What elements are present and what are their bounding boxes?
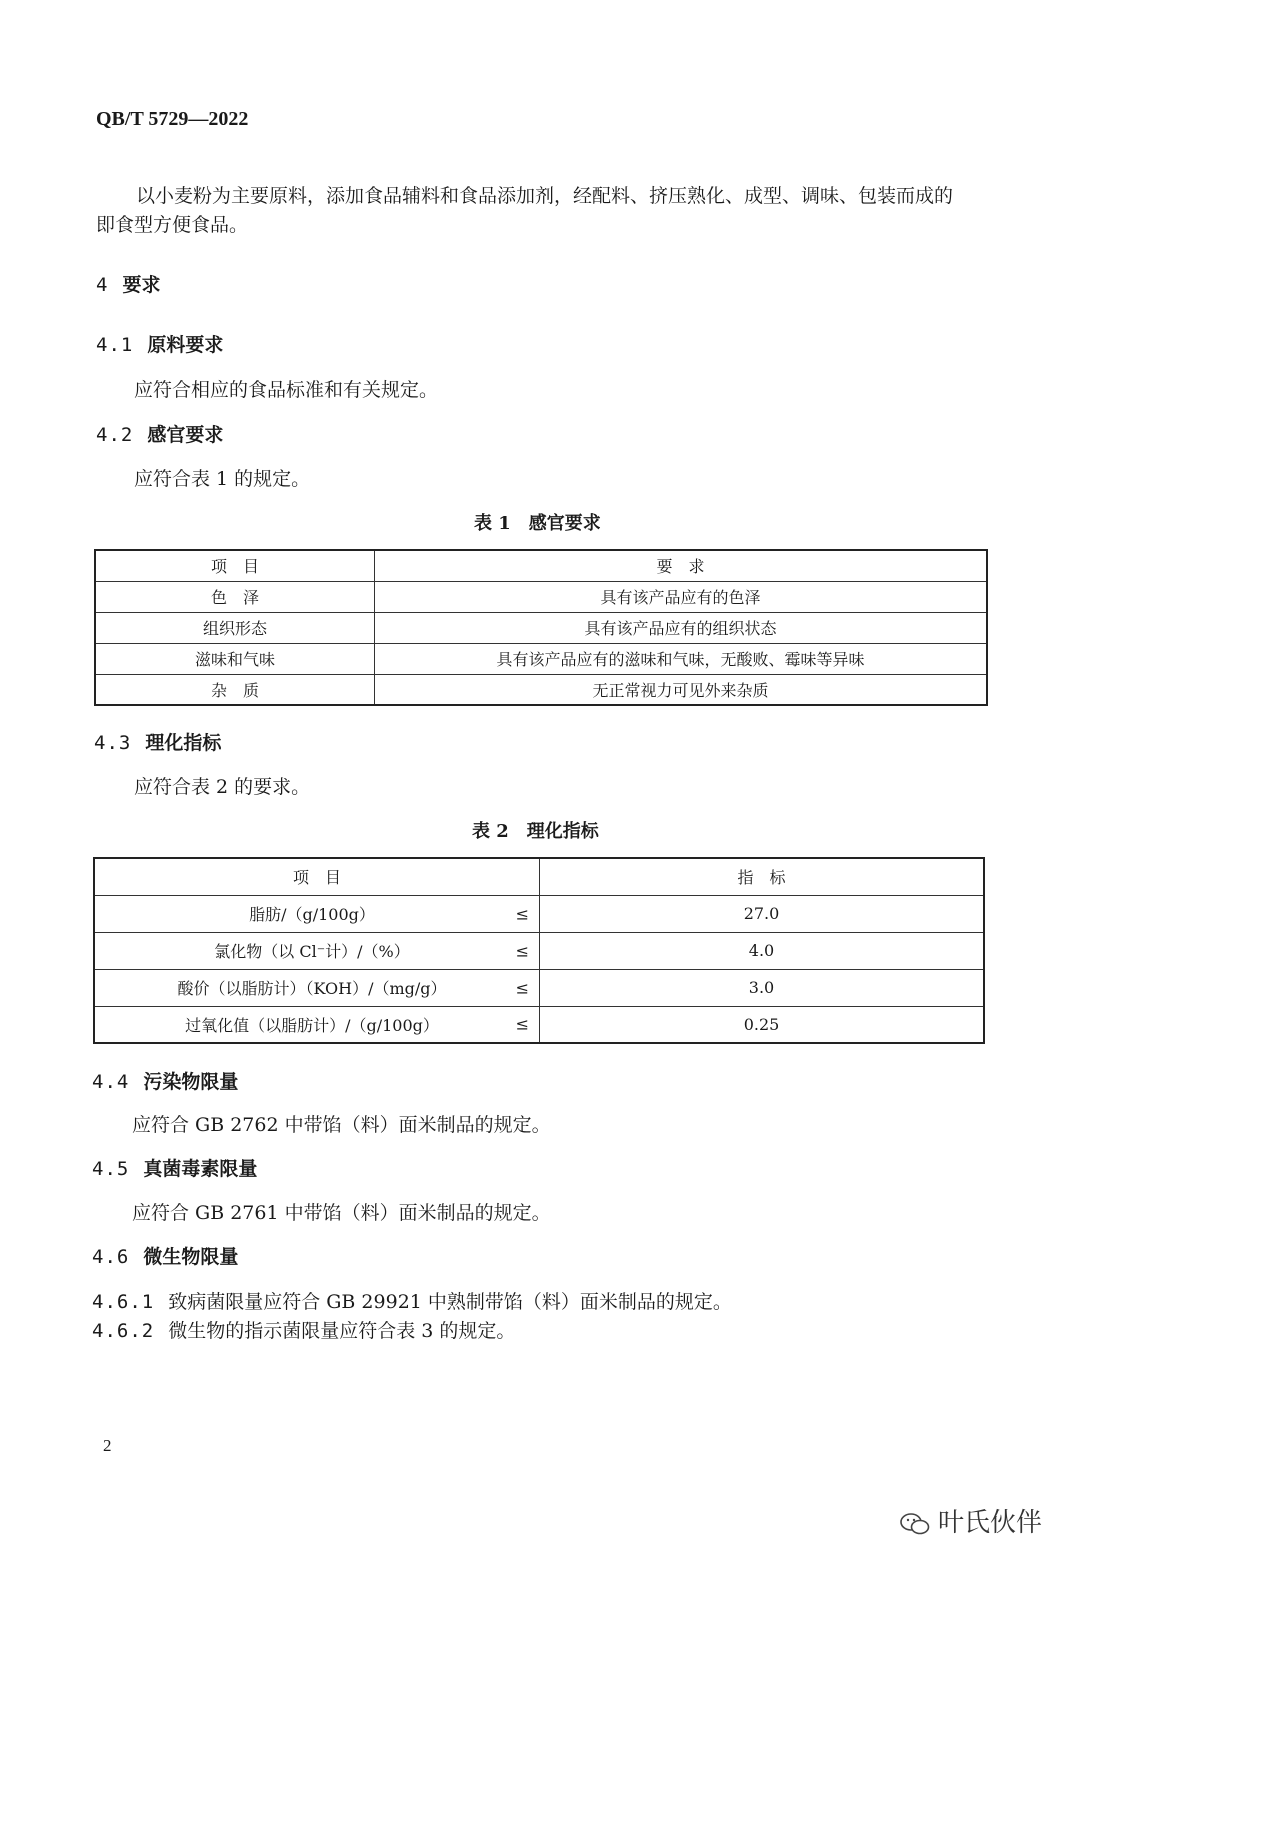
clause-number: 4.6.2 (92, 1320, 155, 1342)
section-title: 原料要求 (147, 334, 224, 356)
table-cell: 具有该产品应有的滋味和气味，无酸败、霉味等异味 (375, 643, 988, 674)
intro-line-2: 即食型方便食品。 (96, 214, 249, 236)
section-4-heading (96, 270, 160, 297)
section-title: 污染物限量 (143, 1071, 239, 1093)
section-number: 4.5 (92, 1158, 130, 1180)
standard-number: QB/T 5729—2022 (96, 108, 249, 130)
watermark-text: 叶氏伙伴 (938, 1508, 1043, 1538)
table-row (94, 969, 984, 1006)
page-number: 2 (103, 1436, 112, 1455)
table-cell: 色 泽 (95, 581, 375, 612)
less-equal-symbol: ≤ (515, 978, 529, 997)
section-number: 4.6 (92, 1246, 130, 1268)
clause-text: 微生物的指示菌限量应符合表 3 的规定。 (168, 1320, 516, 1342)
table-row (94, 1006, 984, 1043)
table-cell-value: 4.0 (540, 932, 985, 969)
table-row (95, 581, 987, 612)
table-1-sensory (94, 549, 988, 706)
table-header-row (95, 550, 987, 581)
item-label: 酸价（以脂肪计）（KOH）/（mg/g） (177, 979, 447, 998)
table-cell-value: 27.0 (540, 895, 985, 932)
section-title: 感官要求 (147, 424, 224, 446)
section-title: 真菌毒素限量 (143, 1158, 258, 1180)
watermark (900, 1502, 1042, 1539)
section-4-3-heading (94, 728, 221, 755)
clause-4-6-1 (92, 1287, 732, 1314)
table-cell: 具有该产品应有的色泽 (375, 581, 988, 612)
item-label: 脂肪/（g/100g） (249, 905, 375, 924)
item-label: 氯化物（以 Cl⁻计）/（%） (214, 942, 410, 961)
section-4-2-body: 应符合表 1 的规定。 (134, 468, 311, 490)
table-header-cell: 项 目 (95, 550, 375, 581)
less-equal-symbol: ≤ (515, 941, 529, 960)
table-row (95, 612, 987, 643)
section-4-1-heading (96, 330, 223, 357)
section-4-2-heading (96, 420, 223, 447)
table-cell: 组织形态 (95, 612, 375, 643)
section-title: 微生物限量 (143, 1246, 239, 1268)
table-cell: 滋味和气味 (95, 643, 375, 674)
table-cell-item (94, 1006, 540, 1043)
table-cell-item (94, 969, 540, 1006)
table-2-physicochemical (93, 857, 985, 1044)
section-4-6-heading (92, 1242, 238, 1269)
section-title: 理化指标 (145, 732, 222, 754)
section-number: 4 (96, 274, 109, 296)
table-header-cell: 要 求 (375, 550, 988, 581)
table-header-cell: 项 目 (94, 858, 540, 895)
table-cell-value: 3.0 (540, 969, 985, 1006)
table-row (95, 674, 987, 705)
less-equal-symbol: ≤ (515, 904, 529, 923)
table-2-caption: 表 2 理化指标 (472, 821, 599, 842)
section-number: 4.2 (96, 424, 134, 446)
section-4-5-heading (92, 1154, 257, 1181)
table-cell: 具有该产品应有的组织状态 (375, 612, 988, 643)
less-equal-symbol: ≤ (515, 1014, 529, 1034)
section-4-5-body: 应符合 GB 2761 中带馅（料）面米制品的规定。 (132, 1202, 551, 1224)
wechat-icon (900, 1512, 930, 1536)
table-cell-item (94, 895, 540, 932)
section-4-4-heading (92, 1067, 238, 1094)
table-row (94, 895, 984, 932)
section-4-4-body: 应符合 GB 2762 中带馅（料）面米制品的规定。 (132, 1114, 551, 1136)
section-number: 4.3 (94, 732, 132, 754)
table-header-row (94, 858, 984, 895)
section-number: 4.1 (96, 334, 134, 356)
table-cell-item (94, 932, 540, 969)
table-1-caption: 表 1 感官要求 (474, 513, 601, 534)
clause-text: 致病菌限量应符合 GB 29921 中熟制带馅（料）面米制品的规定。 (168, 1291, 732, 1313)
section-4-1-body: 应符合相应的食品标准和有关规定。 (134, 379, 439, 401)
section-4-3-body: 应符合表 2 的要求。 (134, 776, 311, 798)
item-label: 过氧化值（以脂肪计）/（g/100g） (185, 1015, 439, 1035)
clause-number: 4.6.1 (92, 1291, 155, 1313)
table-cell-value: 0.25 (540, 1006, 985, 1043)
table-cell: 杂 质 (95, 674, 375, 705)
section-number: 4.4 (92, 1071, 130, 1093)
clause-4-6-2 (92, 1316, 515, 1343)
table-row (94, 932, 984, 969)
section-title: 要求 (122, 274, 161, 296)
intro-line-1: 以小麦粉为主要原料，添加食品辅料和食品添加剂，经配料、挤压熟化、成型、调味、包装而成的 (136, 185, 954, 207)
table-header-cell: 指 标 (540, 858, 985, 895)
table-cell: 无正常视力可见外来杂质 (375, 674, 988, 705)
table-row (95, 643, 987, 674)
